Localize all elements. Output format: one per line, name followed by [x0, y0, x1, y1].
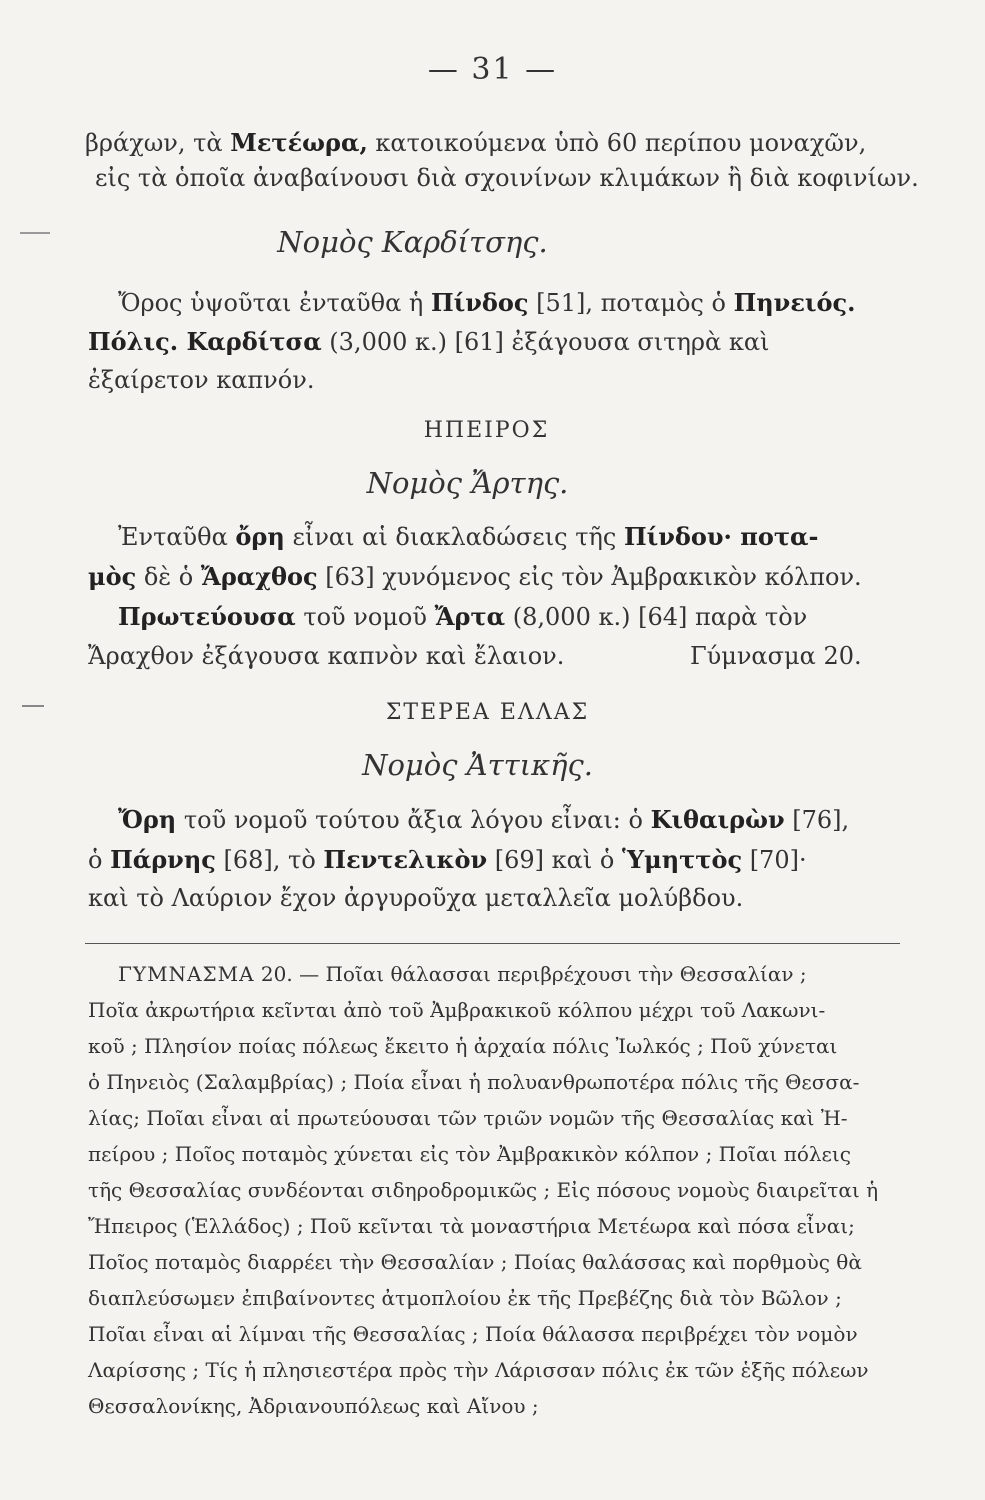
- text-line: Ὄρη τοῦ νομοῦ τούτου ἄξια λόγου εἶναι: ὁ Κιθαιρὼν [76],: [118, 805, 850, 834]
- exercise-reference: Γύμνασμα 20.: [690, 642, 862, 670]
- text-line: Ὄρος ὑψοῦται ἐνταῦθα ἡ Πίνδος [51], ποταμὸς ὁ Πηνειός.: [118, 288, 856, 317]
- exercise-line: τῆς Θεσσαλίας συνδέονται σιδηροδρομικῶς ; Εἰς πόσους νομοὺς διαιρεῖται ἡ: [88, 1178, 879, 1202]
- text-line: βράχων, τὰ Μετέωρα, κατοικούμενα ὑπὸ 60 περίπου μοναχῶν,: [85, 128, 867, 157]
- bold-term: Ὑμηττὸς: [622, 845, 743, 874]
- bold-term: Πεντελικὸν: [323, 845, 488, 874]
- exercise-line: Ποῖαι εἶναι αἱ λίμναι τῆς Θεσσαλίας ; Ποία θάλασσα περιβρέχει τὸν νομὸν: [88, 1322, 858, 1346]
- bold-term: Πίνδος: [430, 288, 529, 317]
- section-heading: Νομὸς Καρδίτσης.: [277, 225, 548, 259]
- bold-term: Ὄρη: [118, 805, 177, 834]
- text-line: Πρωτεύουσα τοῦ νομοῦ Ἄρτα (8,000 κ.) [64] παρὰ τὸν: [118, 602, 808, 631]
- exercise-line: Λαρίσσης ; Τίς ἡ πλησιεστέρα πρὸς τὴν Λάρισσαν πόλις ἐκ τῶν ἑξῆς πόλεων: [88, 1358, 869, 1382]
- bold-term: ὄρη: [235, 522, 285, 551]
- region-title: ΣΤΕΡΕΑ ΕΛΛΑΣ: [385, 700, 590, 725]
- exercise-line: διαπλεύσωμεν ἐπιβαίνοντες ἀτμοπλοίου ἐκ τῆς Πρεβέζης διὰ τὸν Βῶλον ;: [88, 1286, 842, 1310]
- divider: [85, 943, 900, 944]
- bold-term: Μετέωρα,: [230, 128, 368, 157]
- section-heading: Νομὸς Ἄρτης.: [366, 466, 569, 500]
- text-line: Πόλις. Καρδίτσα (3,000 κ.) [61] ἐξάγουσα σιτηρὰ καὶ: [88, 327, 770, 356]
- exercise-line: λίας; Ποῖαι εἶναι αἱ πρωτεύουσαι τῶν τριῶν νομῶν τῆς Θεσσαλίας καὶ Ἠ-: [88, 1106, 848, 1130]
- bold-term: Πρωτεύουσα: [118, 602, 296, 631]
- text-line: ὁ Πάρνης [68], τὸ Πεντελικὸν [69] καὶ ὁ Ὑμηττὸς [70]·: [88, 845, 807, 874]
- bold-term: Ἄραχθος: [200, 562, 318, 591]
- text-line: Ἐνταῦθα ὄρη εἶναι αἱ διακλαδώσεις τῆς Πίνδου· ποτα-: [118, 522, 819, 551]
- section-heading: Νομὸς Ἀττικῆς.: [362, 748, 593, 782]
- text-line: μὸς δὲ ὁ Ἄραχθος [63] χυνόμενος εἰς τὸν Ἀμβρακικὸν κόλπον.: [88, 562, 862, 591]
- exercise-line: Θεσσαλονίκης, Ἀδριανουπόλεως καὶ Αἴνου ;: [88, 1394, 539, 1418]
- exercise-line: Ποῖα ἀκρωτήρια κεῖνται ἀπὸ τοῦ Ἀμβρακικοῦ κόλπου μέχρι τοῦ Λακωνι-: [88, 998, 826, 1022]
- bold-term: Ἄρτα: [434, 602, 506, 631]
- exercise-line: ὁ Πηνειὸς (Σαλαμβρίας) ; Ποία εἶναι ἡ πολυανθρωποτέρα πόλις τῆς Θεσσα-: [88, 1070, 860, 1094]
- region-title: ΗΠΕΙΡΟΣ: [423, 418, 550, 443]
- bold-term: μὸς: [88, 562, 137, 591]
- exercise-line: Ποῖος ποταμὸς διαρρέει τὴν Θεσσαλίαν ; Ποίας θαλάσσας καὶ πορθμοὺς θὰ: [88, 1250, 862, 1274]
- page-number: — 31 —: [427, 52, 558, 87]
- exercise-line: Ἤπειρος (Ἑλλάδος) ; Ποῦ κεῖνται τὰ μοναστήρια Μετέωρα καὶ πόσα εἶναι;: [88, 1214, 855, 1238]
- text-line: ἐξαίρετον καπνόν.: [88, 366, 315, 394]
- exercise-line: πείρου ; Ποῖος ποταμὸς χύνεται εἰς τὸν Ἀμβρακικὸν κόλπον ; Ποῖαι πόλεις: [88, 1142, 851, 1166]
- bold-term: Πηνειός.: [733, 288, 856, 317]
- bold-term: Κιθαιρὼν: [650, 805, 785, 834]
- exercise-line: ΓΥΜΝΑΣΜΑ 20. — Ποῖαι θάλασσαι περιβρέχουσι τὴν Θεσσαλίαν ;: [118, 962, 807, 986]
- exercise-line: κοῦ ; Πλησίον ποίας πόλεως ἔκειτο ἡ ἀρχαία πόλις Ἰωλκός ; Ποῦ χύνεται: [88, 1034, 838, 1058]
- text-line: καὶ τὸ Λαύριον ἔχον ἀργυροῦχα μεταλλεῖα μολύβδου.: [88, 884, 744, 912]
- bold-term: Πίνδου· ποτα-: [623, 522, 819, 551]
- exercise-label: ΓΥΜΝΑΣΜΑ: [118, 962, 255, 986]
- text-line: Ἄραχθον ἐξάγουσα καπνὸν καὶ ἔλαιον.: [88, 642, 565, 670]
- text-line: εἰς τὰ ὁποῖα ἀναβαίνουσι διὰ σχοινίνων κλιμάκων ἢ διὰ κοφινίων.: [95, 164, 919, 192]
- bold-term: Πόλις. Καρδίτσα: [88, 327, 322, 356]
- bold-term: Πάρνης: [110, 845, 216, 874]
